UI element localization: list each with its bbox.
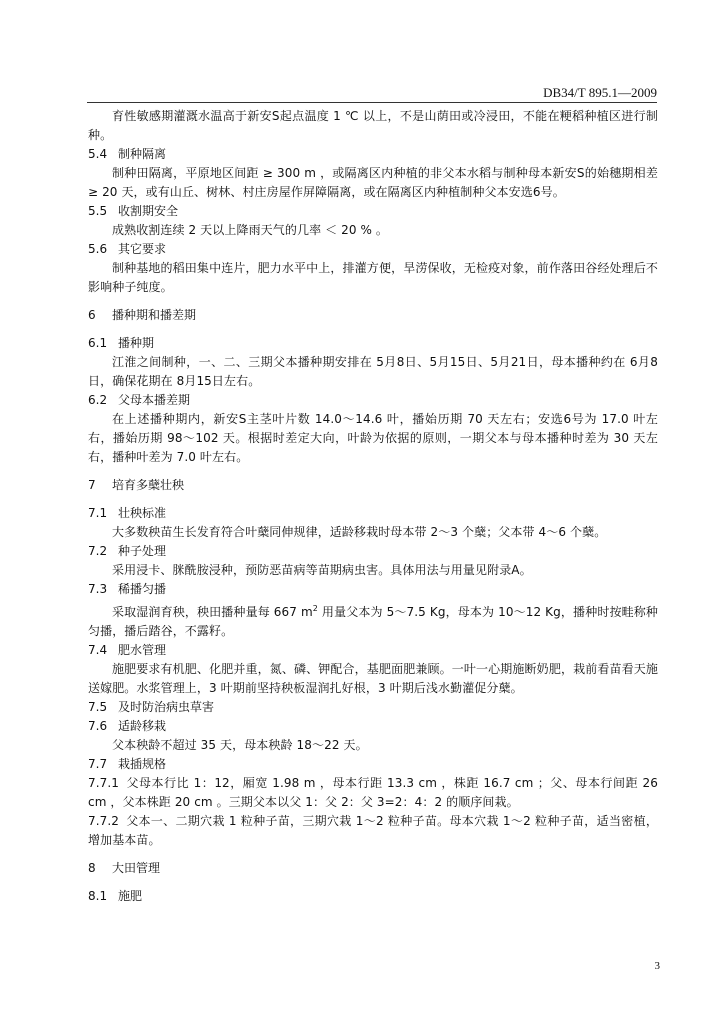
section-5-5-text: 成熟收割连续 2 天以上降雨天气的几率 ＜ 20 % 。: [112, 223, 388, 237]
section-7-1-heading: 7.1 壮秧标准: [88, 506, 167, 520]
section-5-5-heading: 5.5 收割期安全: [88, 204, 179, 218]
section-7-1-text: 大多数秧苗生长发育符合叶蘖同伸规律，适龄移栽时母本带 2～3 个蘖；父本带 4～6 个蘖。: [112, 525, 607, 539]
section-6-1-heading: 6.1 播种期: [88, 336, 155, 350]
document-body: [88, 107, 658, 906]
header-rule: [87, 102, 657, 103]
section-7-2-heading: 7.2 种子处理: [88, 544, 167, 558]
superscript-2: 2: [312, 604, 318, 613]
section-5-4-heading: 5.4 制种隔离: [88, 147, 167, 161]
section-5-6-heading: 5.6 其它要求: [88, 242, 167, 256]
section-7-2-text: 采用浸卡、脒酰胺浸种，预防恶苗病等苗期病虫害。具体用法与用量见附录A。: [112, 563, 532, 577]
section-6-2-heading: 6.2 父母本播差期: [88, 393, 191, 407]
section-6-2-text: 在上述播种期内，新安S主茎叶片数 14.0～14.6 叶，播始历期 70 天左右；安选6号为 17.0 叶左右，播始历期 98～102 天。根据时差定大向，叶龄为依据的原则，一期父本与母本播种时差为 30 天左右，播种叶差为 7.0 叶左右。: [88, 412, 658, 464]
section-7-3-heading: 7.3 稀播匀播: [88, 582, 167, 596]
section-7-heading: 7 培育多蘖壮秧: [88, 478, 185, 492]
section-5-6-text: 制种基地的稻田集中连片，肥力水平中上，排灌方便，旱涝保收，无检疫对象，前作落田谷经处理后不影响种子纯度。: [88, 261, 658, 294]
intro-paragraph: 育性敏感期灌溉水温高于新安S起点温度 1 ℃ 以上，不是山荫田或冷浸田，不能在粳稻种植区进行制种。: [88, 109, 658, 142]
section-7-6-heading: 7.6 适龄移栽: [88, 719, 167, 733]
section-7-7-1-text: 7.7.1 父母本行比 1：12，厢宽 1.98 m ，母本行距 13.3 cm ，株距 16.7 cm ；父、母本行间距 26 cm ，父本株距 20 cm 。三期父本以父 1：父 2：父 3=2：4：2 的顺序间栽。: [88, 776, 658, 809]
section-8-heading: 8 大田管理: [88, 861, 161, 875]
section-6-heading: 6 播种期和播差期: [88, 308, 197, 322]
section-7-6-text: 父本秧龄不超过 35 天，母本秧龄 18～22 天。: [112, 738, 368, 752]
section-8-1-heading: 8.1 施肥: [88, 889, 143, 903]
section-5-4-text: 制种田隔离，平原地区间距 ≥ 300 m ，或隔离区内种植的非父本水稻与制种母本新安S的始穗期相差 ≥ 20 天，或有山丘、树林、村庄房屋作屏障隔离，或在隔离区内种植制种父本安选6号。: [88, 166, 658, 199]
standard-code: DB34/T 895.1—2009: [543, 85, 657, 100]
section-7-7-heading: 7.7 栽插规格: [88, 757, 167, 771]
section-7-4-text: 施肥要求有机肥、化肥并重，氮、磷、钾配合，基肥面肥兼顾。一叶一心期施断奶肥，栽前看苗看天施送嫁肥。水浆管理上，3 叶期前坚持秧板湿润扎好根，3 叶期后浅水勤灌促分蘖。: [88, 662, 658, 695]
section-7-7-2-text: 7.7.2 父本一、二期穴栽 1 粒种子苗，三期穴栽 1～2 粒种子苗。母本穴栽 1～2 粒种子苗，适当密植，增加基本苗。: [88, 814, 658, 847]
section-6-1-text: 江淮之间制种，一、二、三期父本播种期安排在 5月8日、5月15日、5月21日，母本播种约在 6月8日，确保花期在 8月15日左右。: [88, 355, 658, 388]
section-7-4-heading: 7.4 肥水管理: [88, 643, 167, 657]
section-7-5-heading: 7.5 及时防治病虫草害: [88, 700, 215, 714]
section-7-3-text: 采取湿润育秧，秧田播种量每 667 $m^2$ 用量父本为 5～7.5 Kg，母本为 10～12 Kg，播种时按畦称种匀播，播后踏谷，不露籽。: [88, 604, 659, 638]
page-number: 3: [654, 960, 660, 972]
